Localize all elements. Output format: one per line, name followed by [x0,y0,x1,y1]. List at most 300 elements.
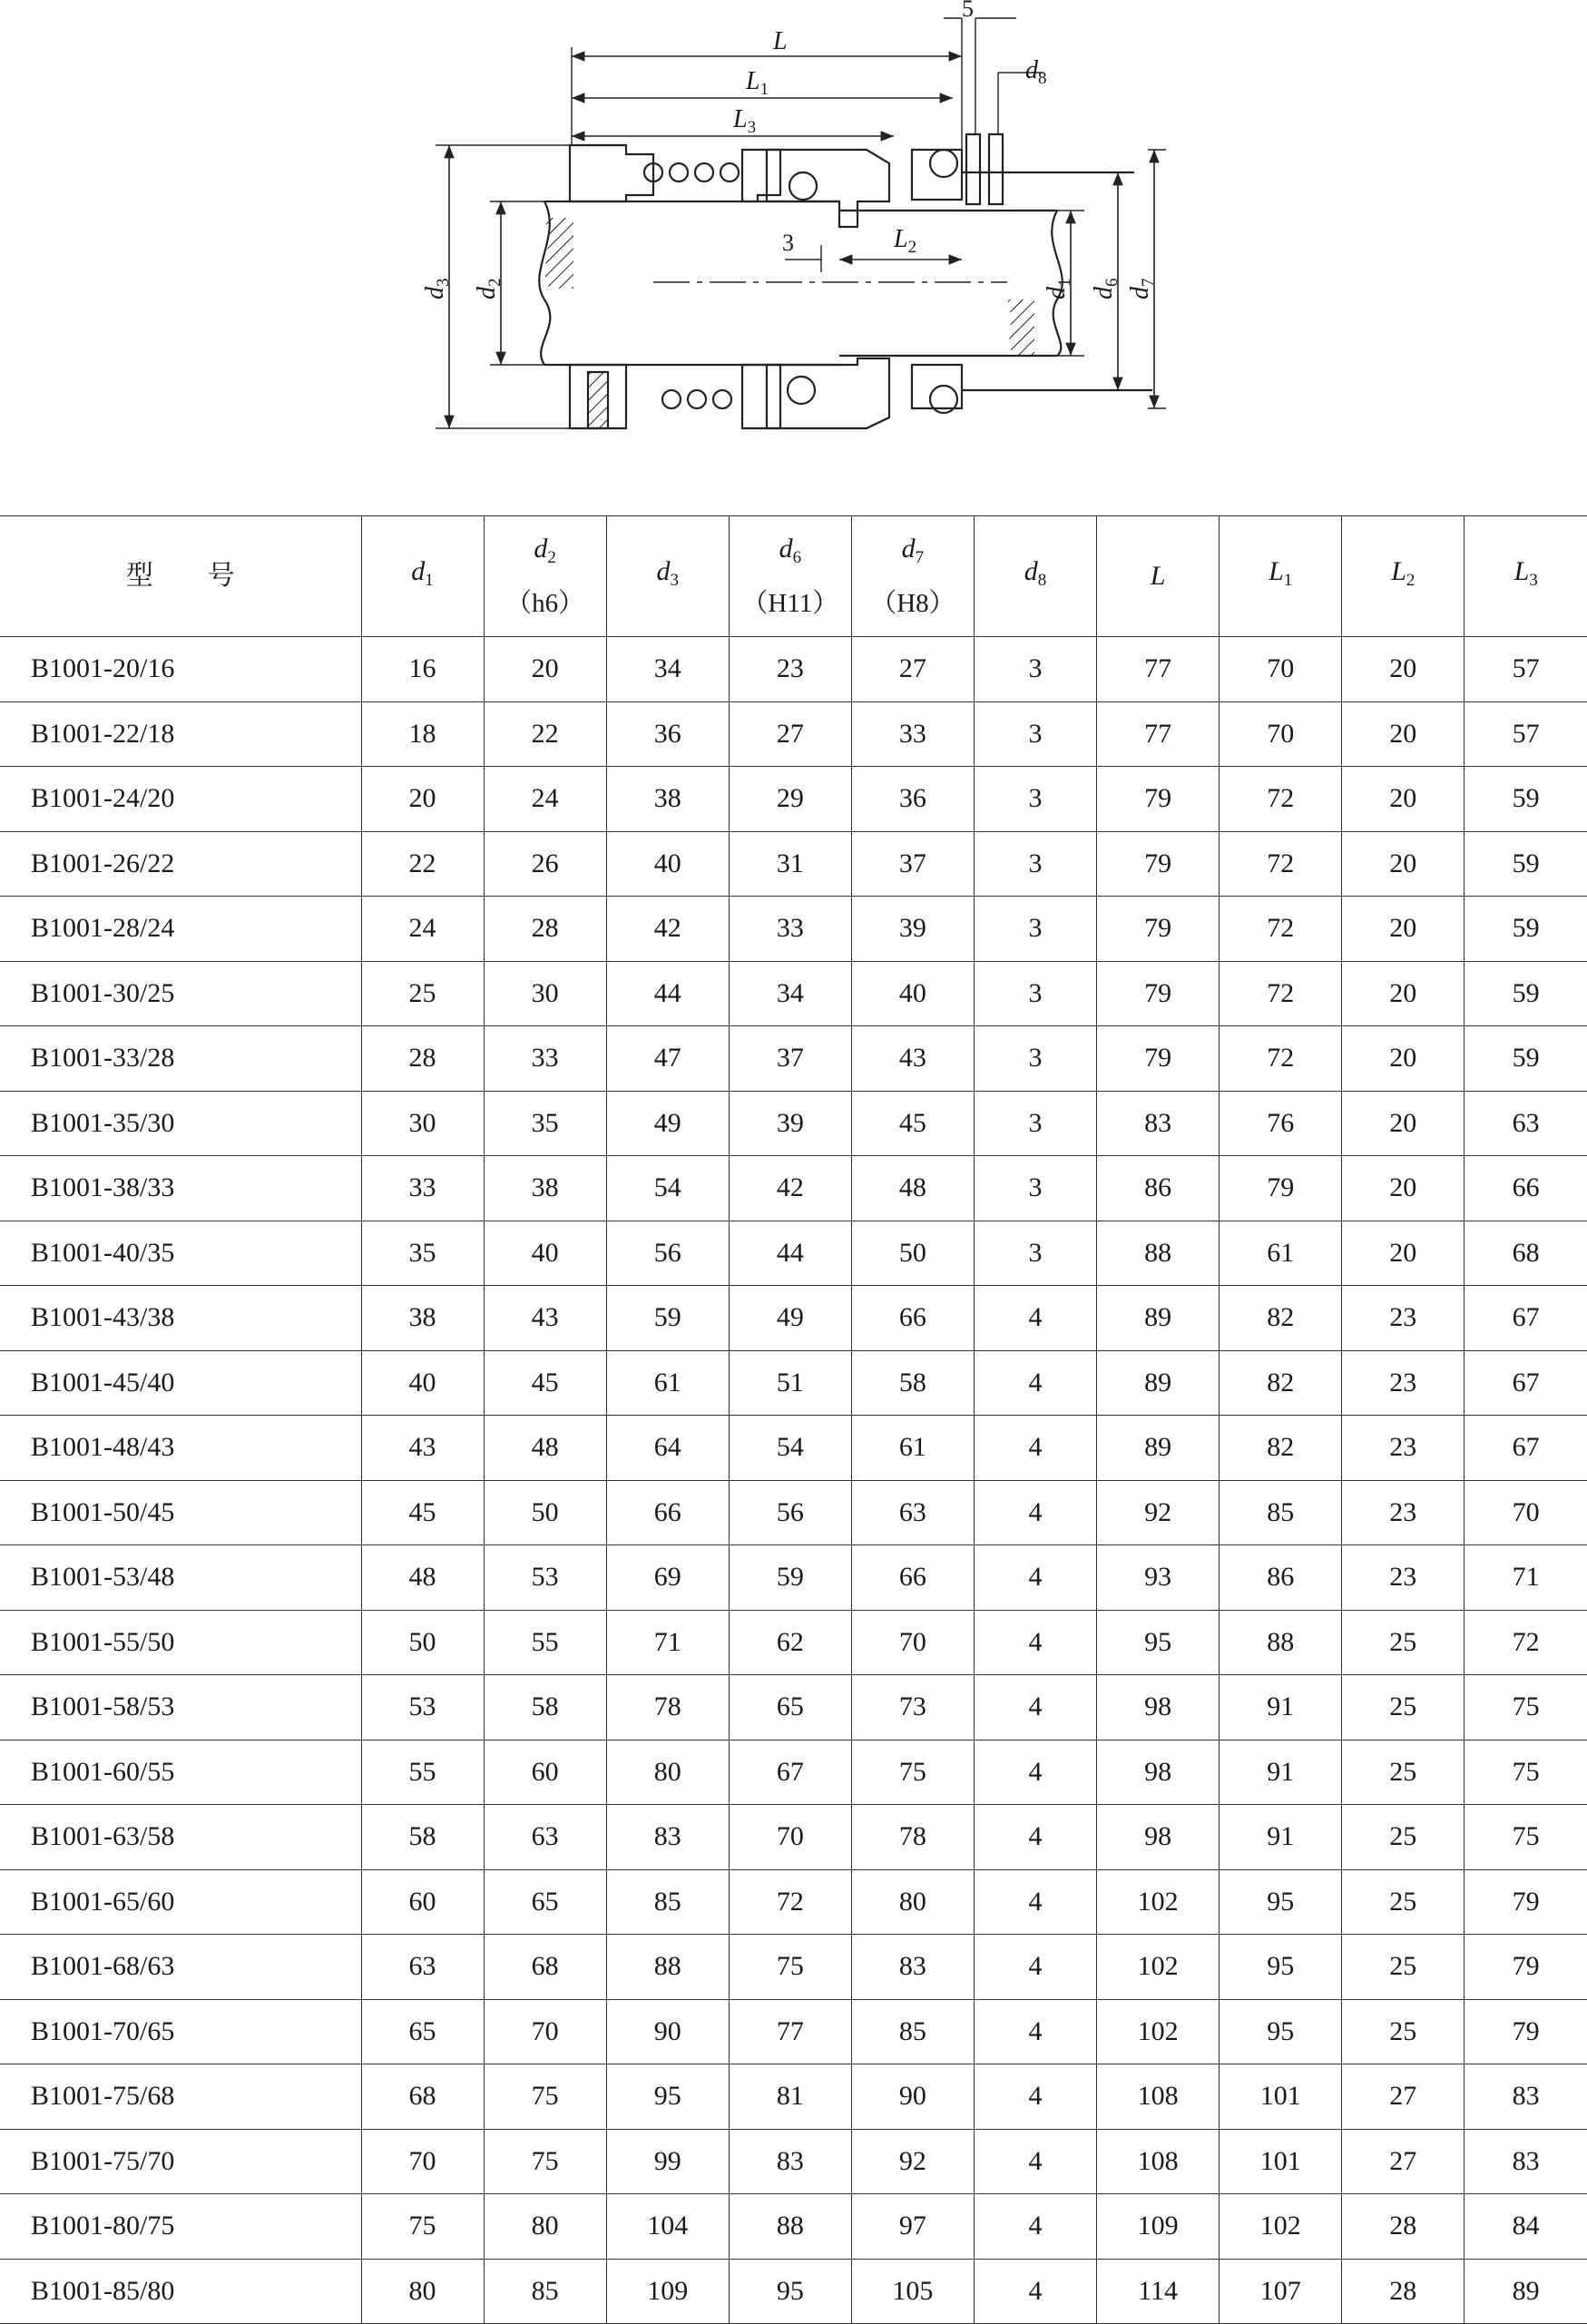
value-cell: 3 [974,1026,1096,1092]
value-cell: 108 [1097,2064,1220,2130]
value-cell: 104 [606,2194,729,2260]
value-cell: 4 [974,2194,1096,2260]
value-cell: 59 [606,1286,729,1351]
value-cell: 50 [361,1610,484,1675]
value-cell: 20 [1342,961,1465,1026]
value-cell: 4 [974,1805,1096,1870]
value-cell: 55 [484,1610,606,1675]
value-cell: 56 [606,1221,729,1286]
value-cell: 4 [974,2064,1096,2130]
table-row [0,637,1587,702]
value-cell: 36 [606,701,729,767]
value-cell: 20 [1342,1091,1465,1156]
model-cell: B1001-65/60 [0,1869,361,1935]
table-row [0,1416,1587,1481]
header-col [1220,516,1342,637]
value-cell: 54 [729,1416,851,1481]
value-cell: 72 [1465,1610,1587,1675]
table-row [0,1869,1587,1935]
value-cell: 27 [729,701,851,767]
value-cell: 43 [484,1286,606,1351]
model-cell: B1001-63/58 [0,1805,361,1870]
seal-cross-section-drawing [0,0,1587,508]
rotating-face-upper [767,150,889,227]
header-symbol: $d_7$ [901,534,925,567]
model-cell: B1001-28/24 [0,897,361,962]
value-cell: 102 [1097,1999,1220,2064]
value-cell: 4 [974,1350,1096,1416]
value-cell: 77 [1097,637,1220,702]
value-cell: 86 [1097,1156,1220,1221]
value-cell: 114 [1097,2259,1220,2324]
value-cell: 4 [974,1610,1096,1675]
value-cell: 27 [1342,2129,1465,2194]
table-row [0,1350,1587,1416]
value-cell: 60 [361,1869,484,1935]
value-cell: 57 [1465,637,1587,702]
value-cell: 23 [1342,1480,1465,1545]
label-d2: $d_2$ [473,278,505,299]
value-cell: 63 [361,1935,484,2000]
value-cell: 58 [851,1350,974,1416]
table-row [0,961,1587,1026]
value-cell: 33 [484,1026,606,1092]
value-cell: 80 [606,1740,729,1805]
value-cell: 83 [851,1935,974,2000]
value-cell: 23 [1342,1350,1465,1416]
shaft-outline [544,201,839,365]
value-cell: 16 [361,637,484,702]
value-cell: 78 [606,1675,729,1741]
value-cell: 61 [606,1350,729,1416]
value-cell: 25 [1342,1805,1465,1870]
table-row [0,1545,1587,1611]
value-cell: 72 [1220,767,1342,832]
header-symbol: $L_3$ [1514,556,1538,590]
value-cell: 50 [851,1221,974,1286]
value-cell: 28 [484,897,606,962]
value-cell: 70 [484,1999,606,2064]
table-row [0,1480,1587,1545]
header-tolerance: （H8） [870,589,955,618]
value-cell: 95 [729,2259,851,2324]
model-cell: B1001-70/65 [0,1999,361,2064]
value-cell: 39 [851,897,974,962]
label-d7: $d_7$ [1126,278,1158,299]
value-cell: 35 [361,1221,484,1286]
model-cell: B1001-22/18 [0,701,361,767]
table-row [0,1610,1587,1675]
value-cell: 3 [974,637,1096,702]
shaft-hatch-left [544,218,573,289]
value-cell: 65 [361,1999,484,2064]
value-cell: 80 [851,1869,974,1935]
rotating-face-lower [767,358,889,428]
value-cell: 22 [361,831,484,897]
table-row [0,1091,1587,1156]
value-cell: 85 [1220,1480,1342,1545]
value-cell: 4 [974,1286,1096,1351]
header-symbol: L [1150,561,1166,591]
header-symbol: $L_1$ [1269,556,1293,590]
value-cell: 88 [729,2194,851,2260]
value-cell: 54 [606,1156,729,1221]
value-cell: 59 [1465,961,1587,1026]
value-cell: 109 [606,2259,729,2324]
value-cell: 72 [1220,1026,1342,1092]
model-cell: B1001-50/45 [0,1480,361,1545]
value-cell: 72 [1220,961,1342,1026]
value-cell: 67 [1465,1416,1587,1481]
table-row [0,2259,1587,2324]
value-cell: 3 [974,1156,1096,1221]
value-cell: 37 [851,831,974,897]
header-symbol: $d_8$ [1024,556,1047,590]
value-cell: 79 [1097,897,1220,962]
value-cell: 79 [1220,1156,1342,1221]
shaft-hatch-right [1007,299,1034,356]
model-cell: B1001-75/68 [0,2064,361,2130]
value-cell: 55 [361,1740,484,1805]
model-cell: B1001-45/40 [0,1350,361,1416]
value-cell: 91 [1220,1805,1342,1870]
value-cell: 105 [851,2259,974,2324]
header-col [1097,516,1220,637]
value-cell: 40 [361,1350,484,1416]
value-cell: 84 [1465,2194,1587,2260]
model-cell: B1001-20/16 [0,637,361,702]
value-cell: 79 [1097,961,1220,1026]
value-cell: 83 [1097,1091,1220,1156]
value-cell: 101 [1220,2129,1342,2194]
label-L2: $L_2$ [894,225,917,257]
value-cell: 88 [1220,1610,1342,1675]
value-cell: 66 [851,1286,974,1351]
value-cell: 79 [1097,831,1220,897]
model-cell: B1001-55/50 [0,1610,361,1675]
value-cell: 73 [851,1675,974,1741]
value-cell: 71 [1465,1545,1587,1611]
value-cell: 44 [606,961,729,1026]
value-cell: 28 [1342,2259,1465,2324]
value-cell: 62 [729,1610,851,1675]
value-cell: 38 [606,767,729,832]
value-cell: 33 [851,701,974,767]
value-cell: 59 [1465,831,1587,897]
value-cell: 45 [484,1350,606,1416]
value-cell: 38 [484,1156,606,1221]
value-cell: 51 [729,1350,851,1416]
value-cell: 85 [606,1869,729,1935]
header-symbol: $d_3$ [656,556,679,590]
value-cell: 65 [729,1675,851,1741]
value-cell: 38 [361,1286,484,1351]
value-cell: 35 [484,1091,606,1156]
value-cell: 3 [974,961,1096,1026]
value-cell: 20 [1342,701,1465,767]
value-cell: 68 [1465,1221,1587,1286]
model-cell: B1001-43/38 [0,1286,361,1351]
value-cell: 66 [851,1545,974,1611]
value-cell: 79 [1465,1999,1587,2064]
value-cell: 4 [974,1480,1096,1545]
value-cell: 57 [1465,701,1587,767]
value-cell: 65 [484,1869,606,1935]
value-cell: 82 [1220,1350,1342,1416]
value-cell: 28 [1342,2194,1465,2260]
header-col [1465,516,1587,637]
table-row [0,1026,1587,1092]
table-row [0,2064,1587,2130]
value-cell: 89 [1097,1350,1220,1416]
value-cell: 82 [1220,1416,1342,1481]
value-cell: 66 [606,1480,729,1545]
header-tolerance: （H11） [741,589,839,618]
value-cell: 4 [974,2129,1096,2194]
value-cell: 20 [1342,831,1465,897]
model-cell: B1001-26/22 [0,831,361,897]
value-cell: 3 [974,701,1096,767]
value-cell: 63 [484,1805,606,1870]
value-cell: 42 [729,1156,851,1221]
value-cell: 70 [1220,637,1342,702]
value-cell: 68 [361,2064,484,2130]
value-cell: 92 [851,2129,974,2194]
value-cell: 109 [1097,2194,1220,2260]
model-cell: B1001-85/80 [0,2259,361,2324]
value-cell: 31 [729,831,851,897]
value-cell: 102 [1097,1935,1220,2000]
value-cell: 88 [606,1935,729,2000]
value-cell: 63 [1465,1091,1587,1156]
table-row [0,1286,1587,1351]
model-cell: B1001-60/55 [0,1740,361,1805]
value-cell: 20 [1342,1026,1465,1092]
value-cell: 44 [729,1221,851,1286]
value-cell: 26 [484,831,606,897]
value-cell: 67 [1465,1286,1587,1351]
value-cell: 20 [1342,897,1465,962]
value-cell: 93 [1097,1545,1220,1611]
value-cell: 4 [974,1675,1096,1741]
value-cell: 90 [606,1999,729,2064]
value-cell: 56 [729,1480,851,1545]
value-cell: 80 [484,2194,606,2260]
label-L3: $L_3$ [733,105,757,137]
value-cell: 83 [606,1805,729,1870]
value-cell: 75 [361,2194,484,2260]
model-cell: B1001-68/63 [0,1935,361,2000]
value-cell: 75 [484,2129,606,2194]
table-row [0,1805,1587,1870]
table-row [0,767,1587,832]
value-cell: 58 [361,1805,484,1870]
value-cell: 59 [729,1545,851,1611]
value-cell: 40 [606,831,729,897]
model-cell: B1001-75/70 [0,2129,361,2194]
value-cell: 85 [484,2259,606,2324]
value-cell: 63 [851,1480,974,1545]
model-cell: B1001-53/48 [0,1545,361,1611]
value-cell: 88 [1097,1221,1220,1286]
value-cell: 102 [1097,1869,1220,1935]
model-cell: B1001-38/33 [0,1156,361,1221]
value-cell: 95 [1220,1869,1342,1935]
value-cell: 25 [1342,1935,1465,2000]
header-symbol: $d_1$ [411,556,434,590]
value-cell: 4 [974,1740,1096,1805]
drive-collar-upper [570,145,653,201]
value-cell: 42 [606,897,729,962]
table-row [0,701,1587,767]
value-cell: 58 [484,1675,606,1741]
value-cell: 71 [606,1610,729,1675]
value-cell: 79 [1097,1026,1220,1092]
value-cell: 75 [484,2064,606,2130]
value-cell: 89 [1465,2259,1587,2324]
value-cell: 20 [1342,1156,1465,1221]
table-row [0,1999,1587,2064]
value-cell: 3 [974,1221,1096,1286]
table-row [0,2194,1587,2260]
value-cell: 98 [1097,1675,1220,1741]
value-cell: 79 [1465,1869,1587,1935]
value-cell: 45 [851,1091,974,1156]
model-cell: B1001-40/35 [0,1221,361,1286]
table-row [0,831,1587,897]
value-cell: 24 [361,897,484,962]
value-cell: 30 [484,961,606,1026]
value-cell: 4 [974,1935,1096,2000]
value-cell: 25 [1342,1675,1465,1741]
header-symbol: $L_2$ [1391,556,1416,590]
value-cell: 4 [974,2259,1096,2324]
value-cell: 45 [361,1480,484,1545]
header-col [974,516,1096,637]
table-header-row [0,516,1587,637]
value-cell: 59 [1465,767,1587,832]
value-cell: 98 [1097,1740,1220,1805]
value-cell: 102 [1220,2194,1342,2260]
value-cell: 70 [1465,1480,1587,1545]
value-cell: 75 [1465,1675,1587,1741]
value-cell: 78 [851,1805,974,1870]
model-cell: B1001-33/28 [0,1026,361,1092]
value-cell: 49 [729,1286,851,1351]
table-row [0,897,1587,962]
value-cell: 76 [1220,1091,1342,1156]
value-cell: 68 [484,1935,606,2000]
model-cell: B1001-24/20 [0,767,361,832]
value-cell: 27 [1342,2064,1465,2130]
value-cell: 3 [974,831,1096,897]
value-cell: 75 [851,1740,974,1805]
label-L: L [773,27,788,55]
value-cell: 23 [1342,1545,1465,1611]
value-cell: 72 [1220,831,1342,897]
value-cell: 61 [1220,1221,1342,1286]
value-cell: 22 [484,701,606,767]
header-col [484,516,606,637]
value-cell: 53 [484,1545,606,1611]
value-cell: 3 [974,1091,1096,1156]
value-cell: 23 [1342,1416,1465,1481]
value-cell: 3 [974,767,1096,832]
value-cell: 20 [1342,1221,1465,1286]
value-cell: 48 [484,1416,606,1481]
value-cell: 48 [361,1545,484,1611]
model-cell: B1001-48/43 [0,1416,361,1481]
value-cell: 28 [361,1026,484,1092]
value-cell: 67 [1465,1350,1587,1416]
value-cell: 66 [1465,1156,1587,1221]
value-cell: 80 [361,2259,484,2324]
value-cell: 72 [1220,897,1342,962]
model-cell: B1001-35/30 [0,1091,361,1156]
value-cell: 29 [729,767,851,832]
value-cell: 108 [1097,2129,1220,2194]
value-cell: 79 [1097,767,1220,832]
value-cell: 33 [361,1156,484,1221]
value-cell: 30 [361,1091,484,1156]
value-cell: 79 [1465,1935,1587,2000]
value-cell: 40 [484,1221,606,1286]
value-cell: 20 [361,767,484,832]
value-cell: 92 [1097,1480,1220,1545]
value-cell: 36 [851,767,974,832]
label-L1: $L_1$ [746,67,769,99]
value-cell: 59 [1465,1026,1587,1092]
value-cell: 49 [606,1091,729,1156]
value-cell: 37 [729,1026,851,1092]
value-cell: 75 [1465,1740,1587,1805]
table-row [0,1221,1587,1286]
value-cell: 99 [606,2129,729,2194]
header-col [606,516,729,637]
value-cell: 50 [484,1480,606,1545]
value-cell: 25 [1342,1999,1465,2064]
value-cell: 69 [606,1545,729,1611]
label-dim-5: 5 [962,0,974,22]
value-cell: 70 [851,1610,974,1675]
value-cell: 81 [729,2064,851,2130]
value-cell: 85 [851,1999,974,2064]
value-cell: 70 [361,2129,484,2194]
label-d1: $d_1$ [1043,278,1074,299]
value-cell: 18 [361,701,484,767]
value-cell: 39 [729,1091,851,1156]
value-cell: 67 [729,1740,851,1805]
value-cell: 91 [1220,1740,1342,1805]
value-cell: 64 [606,1416,729,1481]
value-cell: 3 [974,897,1096,962]
value-cell: 43 [851,1026,974,1092]
value-cell: 33 [729,897,851,962]
value-cell: 75 [1465,1805,1587,1870]
value-cell: 34 [729,961,851,1026]
header-tolerance: （h6） [505,589,585,618]
value-cell: 4 [974,1999,1096,2064]
value-cell: 95 [1220,1999,1342,2064]
value-cell: 23 [1342,1286,1465,1351]
value-cell: 61 [851,1416,974,1481]
value-cell: 43 [361,1416,484,1481]
value-cell: 25 [361,961,484,1026]
seal-dimension-table [0,515,1587,2324]
value-cell: 95 [1220,1935,1342,2000]
header-col [851,516,974,637]
value-cell: 4 [974,1869,1096,1935]
